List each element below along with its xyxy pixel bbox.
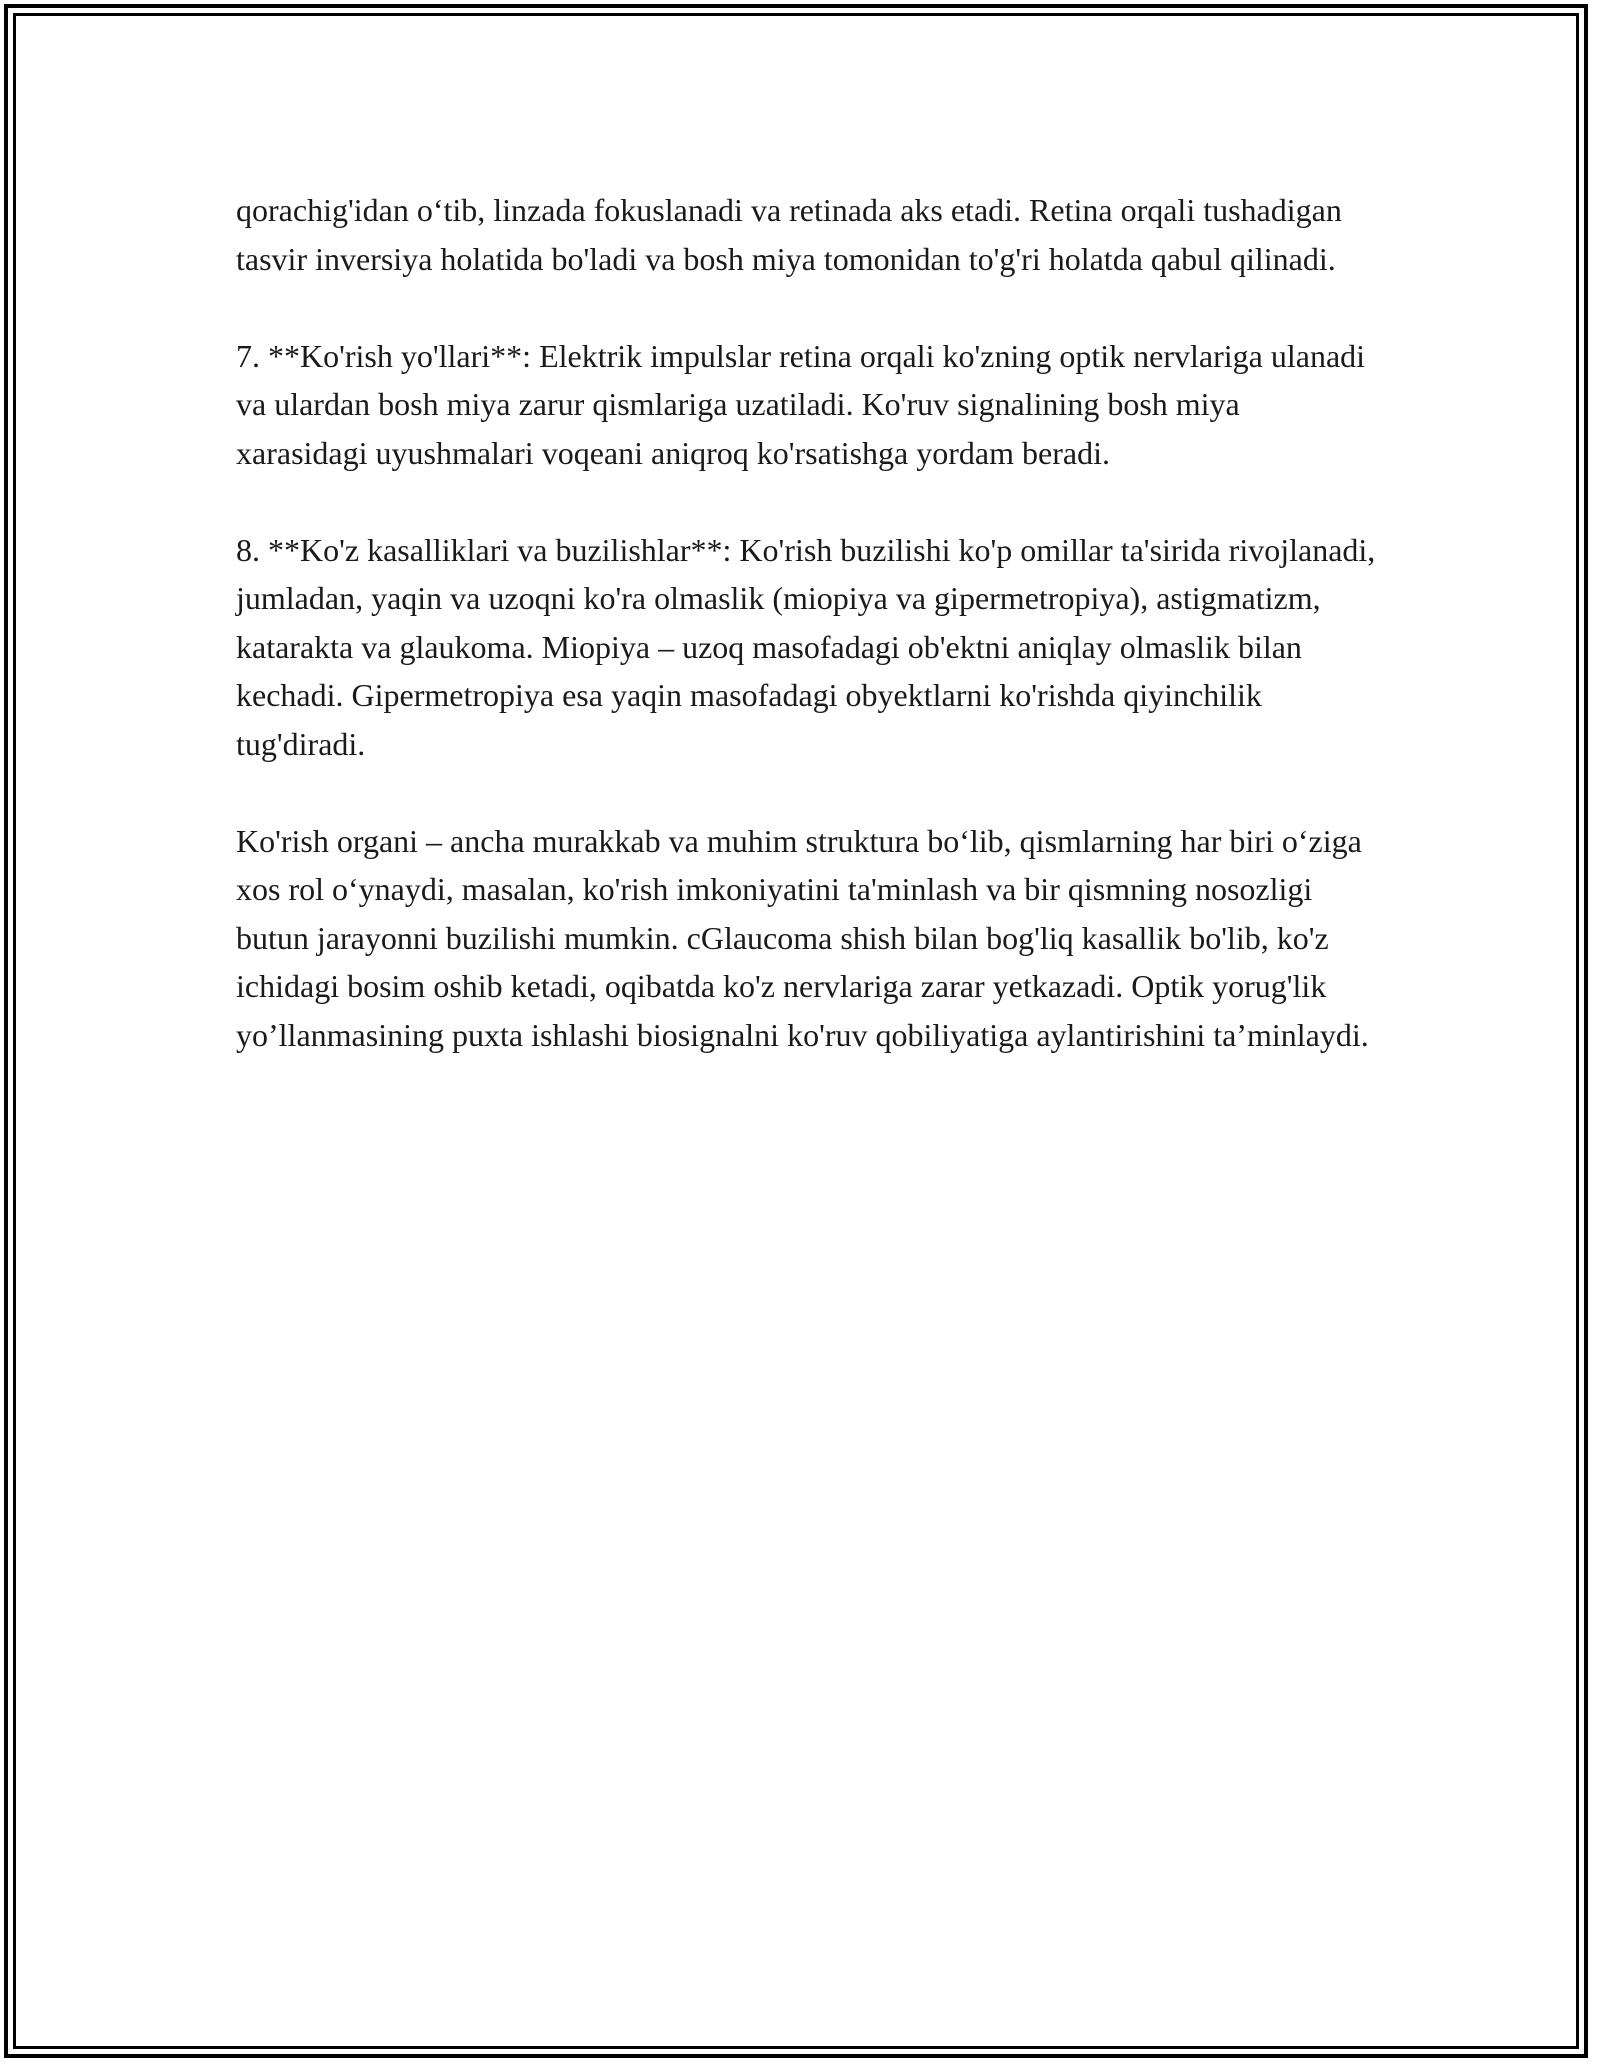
paragraph-conclusion: Ko'rish organi – ancha murakkab va muhim struktura bo‘lib, qismlarning har biri o‘ziga xos rol o‘ynaydi, masalan, ko'rish imkoniyatini ta'minlash va bir qismning nosozligi butun jarayonni buzilishi mumkin. cGlaucoma shish bilan bog'liq kasallik bo'lib, ko'z ichidagi bosim oshib ketadi, oqibatda ko'z nervlariga zarar yetkazadi. Optik yorug'lik yo’llanmasining puxta ishlashi biosignalni ko'ruv qobiliyatiga aylantirishini ta’minlaydi. (236, 822, 1369, 1053)
paragraph-visual-pathways: 7. **Ko'rish yo'llari**: Elektrik impulslar retina orqali ko'zning optik nervlariga ulanadi va ulardan bosh miya zarur qismlariga uzatiladi. Ko'ruv signalining bosh miya xarasidagi uyushmalari voqeani aniqroq ko'rsatishga yordam beradi. (236, 337, 1366, 471)
paragraph-image-formation: qorachig'idan o‘tib, linzada fokuslanadi va retinada aks etadi. Retina orqali tushadigan tasvir inversiya holatida bo'ladi va bosh miya tomonidan to'g'ri holatda qabul qilinadi. (236, 192, 1342, 277)
paragraph-eye-diseases: 8. **Ko'z kasalliklari va buzilishlar**: Ko'rish buzilishi ko'p omillar ta'sirida rivojlanadi, jumladan, yaqin va uzoqni ko'ra olmaslik (miopiya va gipermetropiya), astigmatizm, katarakta va glaukoma. Miopiya – uzoq masofadagi ob'ektni aniqlay olmaslik bilan kechadi. Gipermetropiya esa yaqin masofadagi obyektlarni ko'rishda qiyinchilik tug'diradi. (236, 531, 1376, 762)
document-body (236, 186, 1376, 1108)
